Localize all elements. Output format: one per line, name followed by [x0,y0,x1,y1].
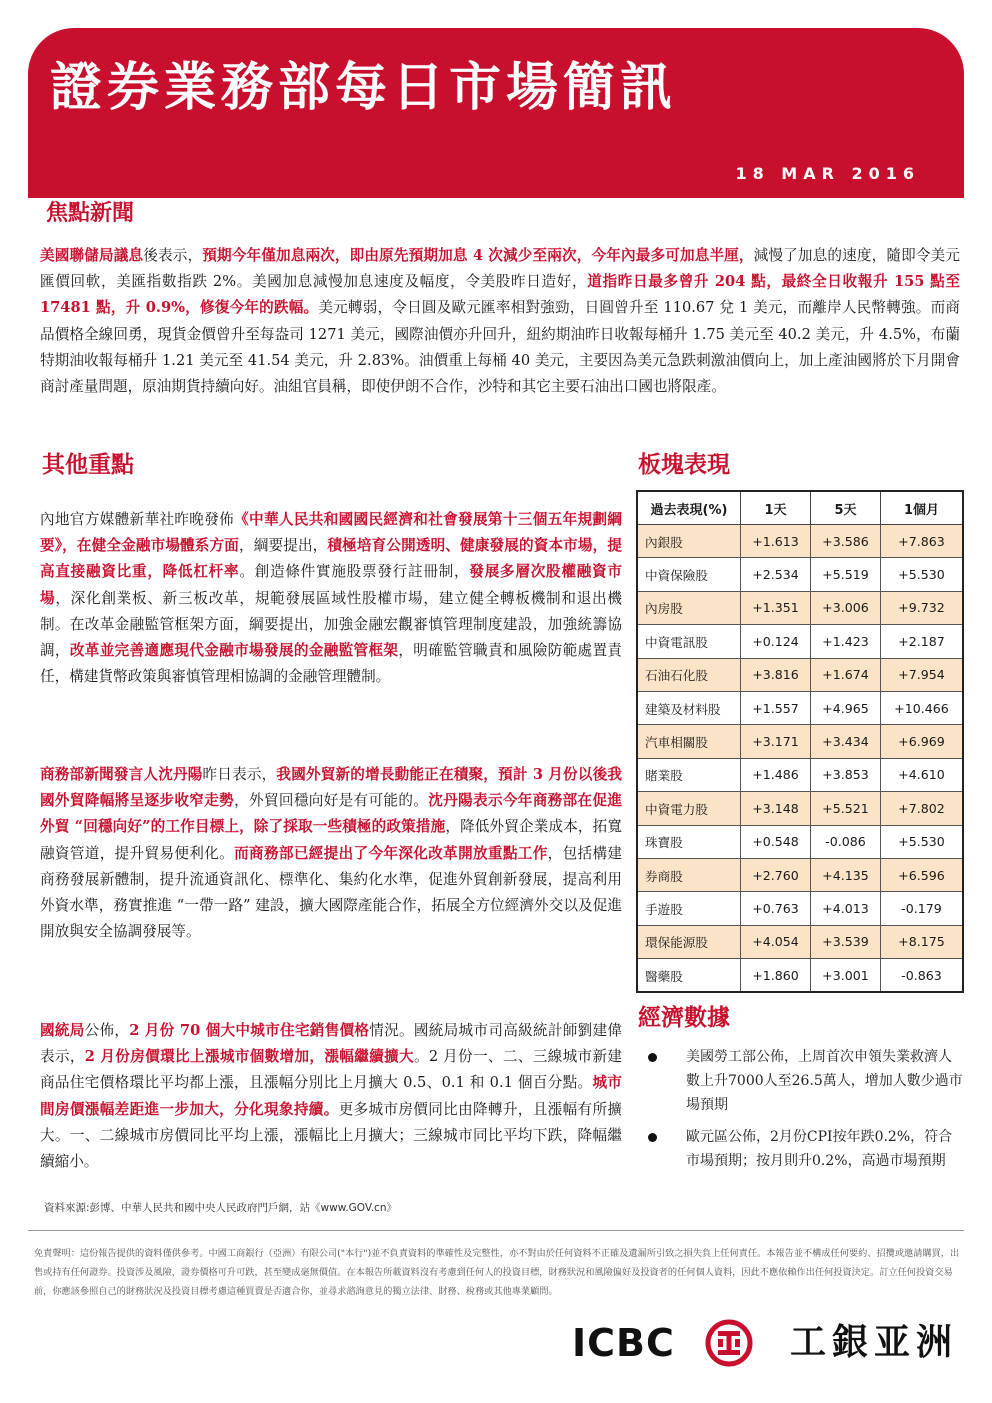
one-day-cell: +4.054 [741,925,811,958]
table-row [637,959,963,993]
body-text-run: ，外貿回穩向好是有可能的。 [234,792,429,810]
one-day-cell: +0.124 [741,625,811,658]
body-text-run: 後表示， [143,247,203,264]
one-day-cell: +2.760 [741,858,811,891]
one-day-cell: +3.171 [741,725,811,758]
one-day-cell: +3.816 [741,658,811,691]
highlight-text: 商務部新聞發言人沈丹陽 [40,766,203,783]
one-month-cell: -0.179 [880,892,963,925]
sector-name-cell: 中資電力股 [637,792,741,825]
highlight-paragraph-trade [40,762,622,945]
one-day-cell: +3.148 [741,792,811,825]
sector-name-cell: 券商股 [637,858,741,891]
sector-name-cell: 石油石化股 [637,658,741,691]
report-date: 18 MAR 2016 [735,164,920,183]
one-month-cell: +6.596 [880,858,963,891]
column-header-1-day: 1天 [741,491,811,525]
highlight-text: 積極培育公開透明、健康發展的資本市場，提高直接融資比重，降低杠杆率 [40,537,622,581]
logo-english-text: ICBC [572,1321,675,1365]
body-text-run: 更多城市房價同比由降轉升，且漲幅有所擴大。一、二線城市房價同比平均上漲，漲幅比上月擴大；三線城市同比平均下跌，降幅繼續縮小。 [40,1100,622,1171]
table-row [637,658,963,691]
body-text-run: ，深化創業板、新三板改革，規範發展區域性股權市場，建立健全轉板機制和退出機制。在改革金融監管框架方面，綱要提出，加強金融宏觀審慎管理制度建設，加強統籌協調， [40,589,622,660]
highlight-paragraph-housing [40,1018,622,1175]
one-day-cell: +1.486 [741,758,811,791]
header-banner [28,28,964,198]
table-row [637,691,963,724]
one-month-cell: +5.530 [880,825,963,858]
sector-name-cell: 珠寶股 [637,825,741,858]
logo-chinese-text: 工銀亚洲 [790,1322,959,1363]
table-row [637,591,963,624]
focus-news-heading: 焦點新聞 [46,201,135,226]
sector-name-cell: 汽車相關股 [637,725,741,758]
page-title: 證券業務部每日市場簡訊 [50,58,678,118]
body-text-run: 昨日表示， [202,766,277,783]
one-day-cell: +2.534 [741,558,811,591]
icbc-emblem-icon [704,1318,754,1368]
highlight-text: 發展多層次股權融資市場 [40,563,622,607]
focus-news-paragraph [40,243,960,400]
five-day-cell: +1.674 [810,658,880,691]
highlight-paragraph-plan [40,507,622,690]
one-month-cell: +4.610 [880,758,963,791]
sector-name-cell: 醫藥股 [637,959,741,993]
table-row [637,892,963,925]
one-month-cell: +7.954 [880,658,963,691]
five-day-cell: +3.586 [810,525,880,558]
five-day-cell: +5.519 [810,558,880,591]
one-day-cell: +0.763 [741,892,811,925]
table-row [637,758,963,791]
five-day-cell: +3.006 [810,591,880,624]
body-text-run: 公佈， [84,1022,130,1039]
five-day-cell: +4.135 [810,858,880,891]
sector-name-cell: 賭業股 [637,758,741,791]
table-header-row [637,491,963,525]
table-row [637,925,963,958]
one-month-cell: -0.863 [880,959,963,993]
one-month-cell: +10.466 [880,691,963,724]
table-row [637,558,963,591]
table-row [637,525,963,558]
one-day-cell: +1.860 [741,959,811,993]
highlight-text: 沈丹陽表示今年商務部在促進外貿 “回穩向好”的工作目標上，除了採取一些積極的政策措施 [40,792,622,836]
sector-name-cell: 環保能源股 [637,925,741,958]
sector-name-cell: 手遊股 [637,892,741,925]
table-row [637,858,963,891]
table-row [637,825,963,858]
list-item [636,1045,964,1117]
economic-data-heading: 經濟數據 [638,1005,730,1031]
five-day-cell: +5.521 [810,792,880,825]
one-month-cell: +6.969 [880,725,963,758]
table-row [637,625,963,658]
five-day-cell: +4.013 [810,892,880,925]
highlight-text: 而商務部已經提出了今年深化改革開放重點工作 [234,844,548,862]
body-text-run: ，降低外貿企業成本，拓寬融資管道，提升貿易便利化。 [40,818,622,862]
column-header-5-day: 5天 [810,491,880,525]
other-highlights-heading: 其他重點 [42,452,134,478]
five-day-cell: +3.434 [810,725,880,758]
five-day-cell: -0.086 [810,825,880,858]
sector-performance-table [636,490,964,993]
body-text-run: ，綱要提出， [239,537,328,555]
sector-name-cell: 建築及材料股 [637,691,741,724]
one-month-cell: +7.802 [880,792,963,825]
body-text-run: 。創造條件實施股票發行註冊制， [239,563,470,581]
sector-table-body [637,525,963,993]
economic-data-list [636,1045,964,1181]
highlight-text: 2 月份 70 個大中城市住宅銷售價格 [129,1022,370,1039]
highlight-text: 城市間房價漲幅差距進一步加大，分化現象持續。 [40,1074,622,1118]
one-month-cell: +5.530 [880,558,963,591]
five-day-cell: +4.965 [810,691,880,724]
highlight-text: 改革並完善適應現代金融市場發展的金融監管框架 [69,642,399,660]
economic-item-text: 歐元區公佈，2月份CPI按年跌0.2%，符合市場預期；按月則升0.2%，高過市場預期 [686,1129,953,1169]
sector-name-cell: 內銀股 [637,525,741,558]
column-header-1-month: 1個月 [880,491,963,525]
highlight-text: 國統局 [40,1022,85,1039]
highlight-text: 道指昨日最多曾升 204 點，最終全日收報升 155 點至 17481 點，升 0.9%，修復今年的跌幅。 [40,273,960,317]
one-day-cell: +1.351 [741,591,811,624]
sector-performance-heading: 板塊表現 [638,452,730,478]
highlight-text: 我國外貿新的增長動能正在積聚，預計 3 月份以後我國外貿降幅將呈逐步收窄走勢 [40,766,622,810]
column-header-period: 過去表現(%) [637,491,741,525]
footer-divider [28,1230,964,1231]
five-day-cell: +3.539 [810,925,880,958]
one-day-cell: +1.613 [741,525,811,558]
five-day-cell: +3.001 [810,959,880,993]
body-text-run: ，包括構建商務發展新體制，提升流通資訊化、標準化、集約化水準，促進外貿創新發展，提高利用外資水準，務實推進 “一帶一路” 建設，擴大國際產能合作，拓展全方位經濟外交以及促進開放與安全協調發展等。 [40,844,622,941]
one-month-cell: +2.187 [880,625,963,658]
body-text-run: 。2 月份一、二、三線城市新建商品住宅價格環比平均都上漲，且漲幅分別比上月擴大 0.5、0.1 和 0.1 個百分點。 [40,1048,622,1092]
one-month-cell: +7.863 [880,525,963,558]
highlight-text: 美國聯儲局議息 [40,247,144,264]
highlight-text: 預期今年僅加息兩次，即由原先預期加息 4 次減少至兩次，今年內最多可加息半厘， [202,247,754,264]
bullet-icon [648,1053,657,1062]
icbc-logo [572,1318,964,1368]
table-row [637,792,963,825]
disclaimer-text: 免責聲明：這份報告提供的資料僅供參考。中國工商銀行（亞洲）有限公司("本行")並不負責資料的準確性及完整性，亦不對由於任何資料不正確及遺漏所引致之損失負上任何責任。本報告並不構成任何要約、招攬或邀請購買，出售或持有任何證券。投資涉及風險，證券價格可升可跌，甚至變成毫無價值。在本報告所載資料沒有考慮到任何人的投資目標，財務狀況和風險偏好及投資者的任何個人資料，因此不應依賴作出任何投資決定。訂立任何投資交易前，你應該參照自己的財務狀況及投資目標考慮這種買賣是否適合你，並尋求諮詢意見的獨立法律、財務、稅務或其他專業顧問。 [34,1248,960,1297]
one-month-cell: +9.732 [880,591,963,624]
sector-name-cell: 中資電訊股 [637,625,741,658]
one-day-cell: +0.548 [741,825,811,858]
list-item [636,1125,964,1173]
sector-name-cell: 內房股 [637,591,741,624]
five-day-cell: +1.423 [810,625,880,658]
sector-name-cell: 中資保險股 [637,558,741,591]
one-month-cell: +8.175 [880,925,963,958]
body-text-run: 情況。國統局城市司高級統計師劉建偉表示， [40,1022,622,1066]
highlight-text: 《中華人民共和國國民經濟和社會發展第十三個五年規劃綱要》，在健全金融市場體系方面 [40,511,622,555]
body-text-run: 內地官方媒體新華社昨晚發佈 [40,511,235,528]
economic-item-text: 美國勞工部公佈，上周首次申領失業救濟人數上升7000人至26.5萬人，增加人數少過市場預期 [686,1049,963,1113]
bullet-icon [648,1133,657,1142]
highlight-text: 2 月份房價環比上漲城市個數增加，漲幅繼續擴大 [84,1048,414,1066]
table-row [637,725,963,758]
body-text-run: ，明確監管職責和風險防範處置責任，構建貨幣政策與審慎管理相協調的金融管理體制。 [40,642,622,686]
body-text-run: 美元轉弱，令日圓及歐元匯率相對強勁，日圓曾升至 110.67 兌 1 美元，而離岸人民幣轉強。而商品價格全線回勇，現貨金價曾升至每盎司 1271 美元，國際油價亦升回升，紐約期油昨日收報每桶升 1.75 美元至 40.2 美元，升 4.5%，布蘭特期油收報每桶升 1.21 美元至 41.54 美元，升 2.83%。油價重上每桶 40 美元，主要因為美元急跌刺激油價向上，加上產油國將於下月開會商討產量問題，原油期貨持續向好。油組官員稱，即使伊朗不合作，沙特和其它主要石油出口國也將限產。 [40,299,960,396]
five-day-cell: +3.853 [810,758,880,791]
one-day-cell: +1.557 [741,691,811,724]
data-source-note: 資料來源:彭博、中華人民共和國中央人民政府門戶網，站《www.GOV.cn》 [44,1202,397,1214]
body-text-run: 減慢了加息的速度，隨即令美元匯價回軟，美匯指數指跌 2%。美國加息減慢加息速度及幅度，令美股昨日造好， [40,247,960,291]
